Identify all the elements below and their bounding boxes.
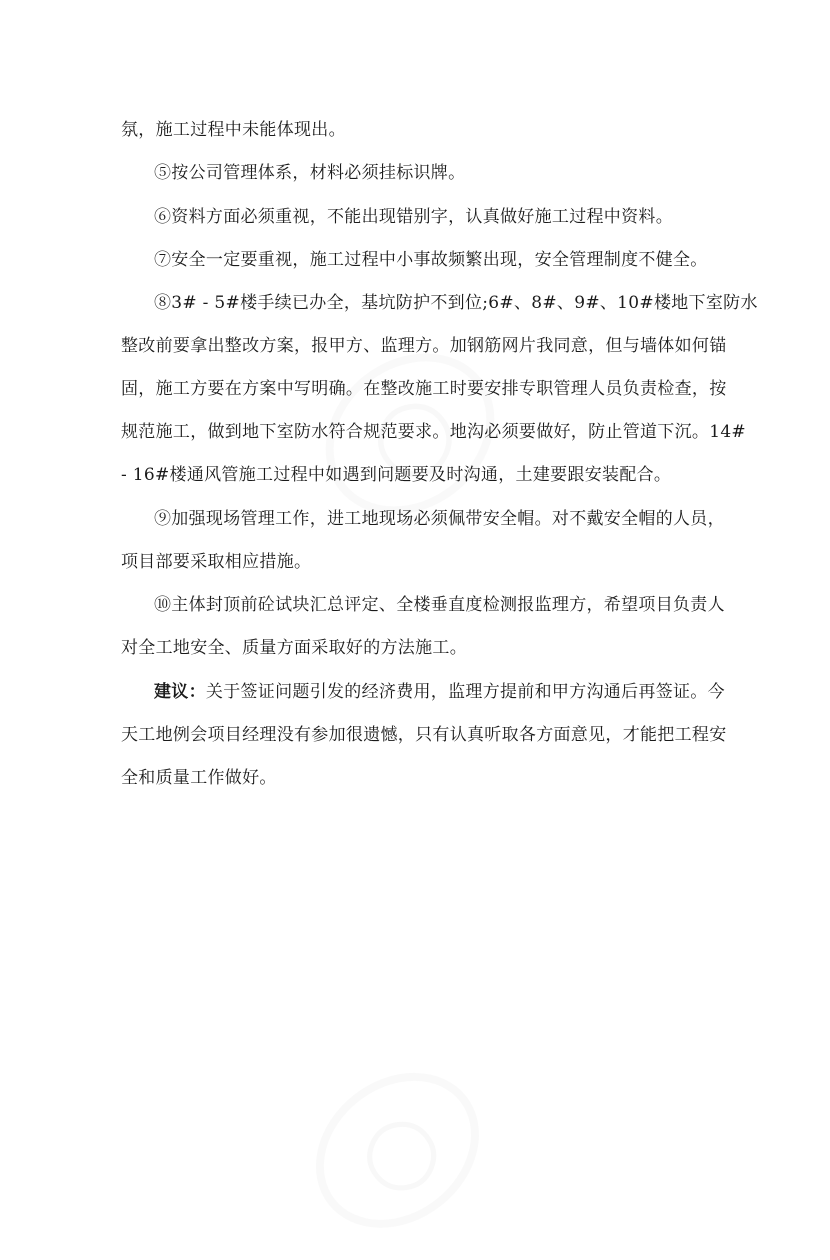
watermark-stamp: ○ <box>293 320 526 547</box>
suggestion-text: 关于签证问题引发的经济费用，监理方提前和甲方沟通后再签证。今 <box>205 682 725 702</box>
paragraph-line: 项目部要采取相应措施。 <box>121 552 312 572</box>
list-item-8: ⑧3# - 5#楼手续已办全，基坑防护不到位;6#、8#、9#、10#楼地下室防水 <box>154 293 758 313</box>
paragraph-line: 天工地例会项目经理没有参加很遗憾，只有认真听取各方面意见，才能把工程安 <box>121 725 727 745</box>
list-item-6: ⑥资料方面必须重视，不能出现错别字，认真做好施工过程中资料。 <box>154 207 673 227</box>
paragraph-line: 整改前要拿出整改方案，报甲方、监理方。加钢筋网片我同意，但与墙体如何锚 <box>121 336 727 356</box>
watermark-stamp: ○ <box>285 1041 509 1260</box>
paragraph-line: 氛，施工过程中未能体现出。 <box>121 120 346 140</box>
paragraph-line: 固，施工方要在方案中写明确。在整改施工时要安排专职管理人员负责检查，按 <box>121 379 727 399</box>
suggestion-line <box>154 677 725 702</box>
paragraph-line: - 16#楼通风管施工过程中如遇到问题要及时沟通，土建要跟安装配合。 <box>121 465 672 485</box>
paragraph-line: 规范施工，做到地下室防水符合规范要求。地沟必须要做好，防止管道下沉。14# <box>121 422 746 442</box>
suggestion-label: 建议： <box>154 682 206 702</box>
paragraph-line: 对全工地安全、质量方面采取好的方法施工。 <box>121 638 467 658</box>
list-item-5: ⑤按公司管理体系，材料必须挂标识牌。 <box>154 163 466 183</box>
list-item-7: ⑦安全一定要重视，施工过程中小事故频繁出现，安全管理制度不健全。 <box>154 250 708 270</box>
list-item-9: ⑨加强现场管理工作，进工地现场必须佩带安全帽。对不戴安全帽的人员， <box>154 509 725 529</box>
list-item-10: ⑩主体封顶前砼试块汇总评定、全楼垂直度检测报监理方，希望项目负责人 <box>154 595 725 615</box>
paragraph-line: 全和质量工作做好。 <box>121 768 277 788</box>
